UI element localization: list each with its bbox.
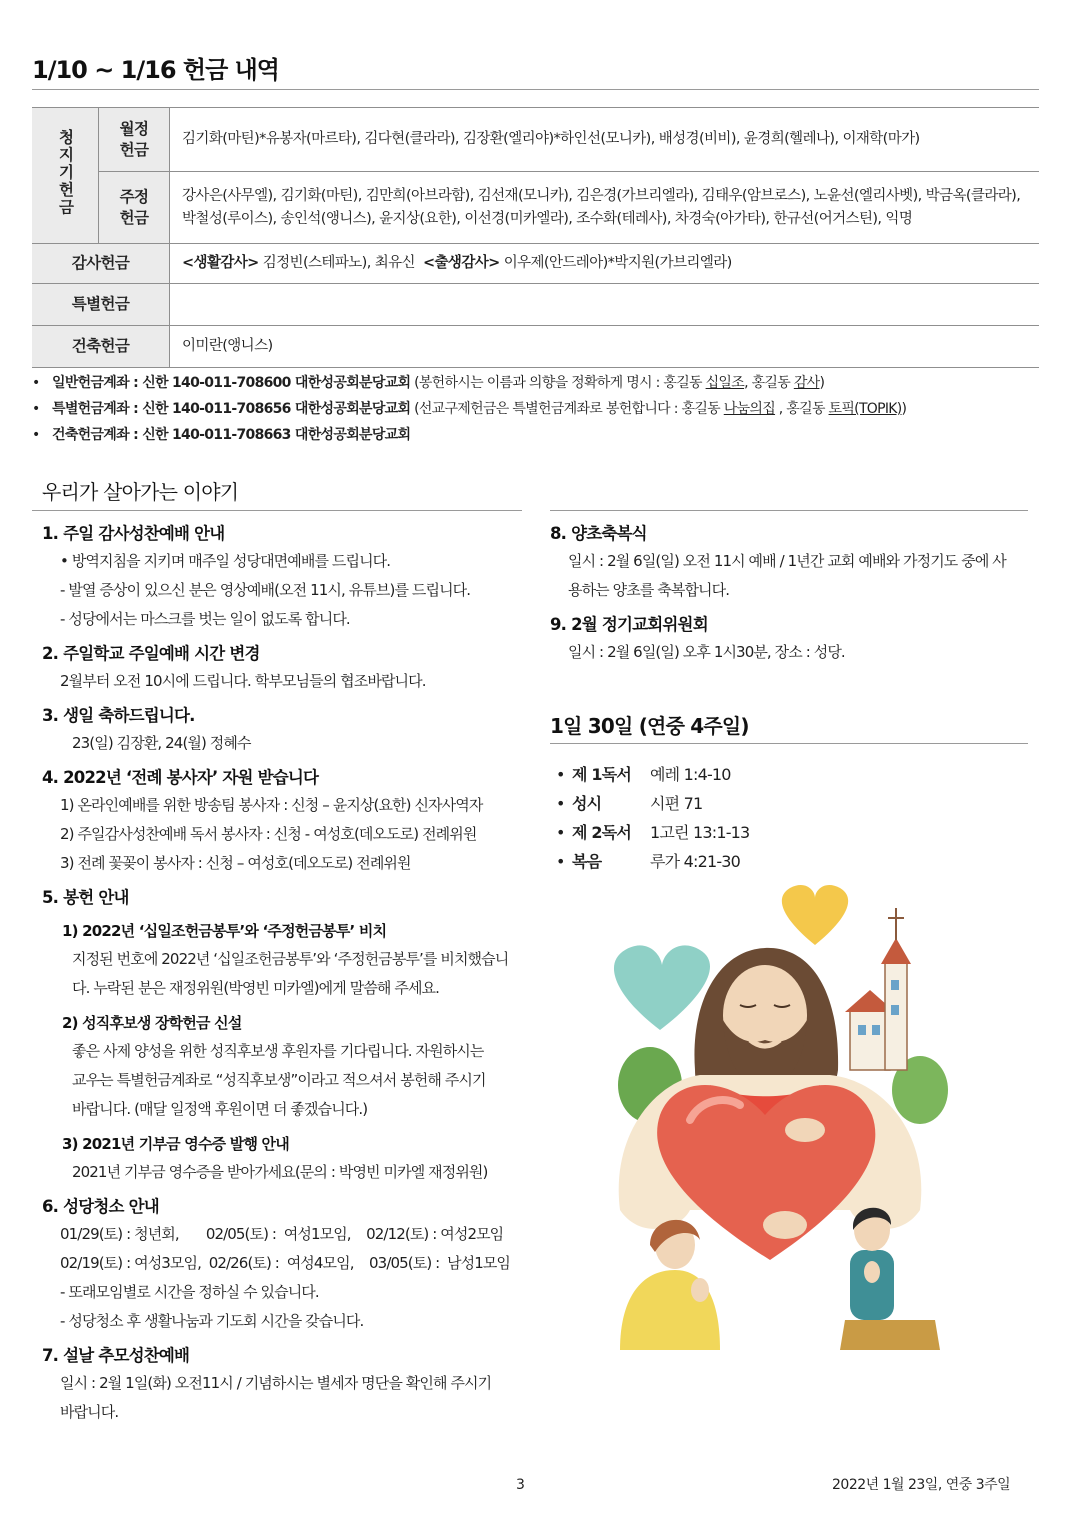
page-title: 1/10 ~ 1/16 헌금 내역 (32, 56, 279, 84)
weekly-label-line1: 주정 (119, 187, 149, 206)
reading-text: 1고린 13:1-13 (650, 823, 750, 842)
thanks-offering-names (170, 244, 1040, 284)
footer-date: 2022년 1월 23일, 연중 3주일 (832, 1477, 1011, 1493)
next-sunday-heading: 1일 30일 (연중 4주일) (550, 714, 749, 738)
news-9-line: 일시 : 2월 6일(일) 오후 1시30분, 장소 : 성당. (568, 643, 845, 661)
building-label: 건축헌금 (32, 326, 170, 368)
praying-man-icon (840, 1208, 940, 1350)
news-5-line: 바랍니다. (매달 일정액 후원이면 더 좋겠습니다.) (72, 1100, 368, 1118)
news-5-line: 다. 누락된 분은 재정위원(박영빈 미카엘)에게 말씀해 주세요. (72, 979, 440, 997)
right-top-divider (550, 510, 1028, 511)
reading-item: • 제 1독서 예레 1:4-10 (556, 760, 749, 789)
reading-label: 제 2독서 (572, 823, 632, 842)
news-5-line: 2021년 기부금 영수증을 받아가세요(문의 : 박영빈 미카엘 재정위원) (72, 1163, 488, 1181)
news-item-4 (42, 764, 527, 878)
news-3-line: 23(일) 김장환, 24(월) 정혜수 (72, 734, 251, 752)
monthly-label-line1: 월정 (119, 119, 149, 138)
story-divider (32, 510, 522, 511)
account-list (32, 370, 906, 448)
news-item-6 (42, 1193, 527, 1336)
general-account-tithe: 십일조 (705, 375, 745, 391)
news-right-column (550, 520, 1035, 673)
general-account-thanks: 감사 (793, 375, 820, 391)
special-account-end: ) (901, 401, 907, 417)
special-account-number: 특별헌금계좌 : 신한 140-011-708656 대한성공회분당교회 (52, 401, 411, 417)
thanks-tag-living: <생활감사> (182, 254, 259, 271)
special-label: 특별헌금 (32, 284, 170, 326)
news-5-line: 교우는 특별헌금계좌로 “성직후보생”이라고 적으셔서 봉헌해 주시기 (72, 1071, 486, 1089)
offering-table (32, 107, 1039, 368)
teal-heart-icon (614, 945, 710, 1030)
news-1-line: - 발열 증상이 있으신 분은 영상예배(오전 11시, 유튜브)를 드립니다. (60, 581, 471, 599)
reading-item: • 성시 시편 71 (556, 789, 749, 818)
news-4-line: 3) 전례 꽃꽂이 봉사자 : 신청 – 여성호(데오도로) 전례위원 (60, 854, 411, 872)
news-6-line: - 성당청소 후 생활나눔과 기도회 시간을 갖습니다. (60, 1312, 364, 1330)
reading-text: 루가 4:21-30 (650, 852, 741, 871)
news-2-title: 2. 주일학교 주일예배 시간 변경 (42, 644, 260, 663)
news-1-line: • 방역지침을 지키며 매주일 성당대면예배를 드립니다. (60, 552, 391, 570)
general-account-mid: , 홍길동 (744, 375, 794, 391)
reading-label: 제 1독서 (572, 765, 632, 784)
news-item-7 (42, 1342, 527, 1427)
monthly-offering-names: 김기화(마틴)*유봉자(마르타), 김다현(클라라), 김장환(엘리야)*하인선(모니카), 배성경(비비), 윤경희(헬레나), 이재학(마가) (170, 108, 1040, 172)
special-offering-names (170, 284, 1040, 326)
news-5-line: 좋은 사제 양성을 위한 성직후보생 후원자를 기다립니다. 자원하시는 (72, 1042, 484, 1060)
news-9-title: 9. 2월 정기교회위원회 (550, 615, 708, 634)
general-account-note: (봉헌하시는 이름과 의향을 정확하게 명시 : 홍길동 (410, 375, 706, 391)
news-8-line: 용하는 양초를 축복합니다. (568, 581, 730, 599)
building-account-number: 건축헌금계좌 : 신한 140-011-708663 대한성공회분당교회 (52, 427, 411, 443)
general-account (32, 370, 906, 396)
news-item-8 (550, 520, 1035, 605)
tithe-label (32, 108, 99, 244)
news-item-1 (42, 520, 527, 634)
news-6-title: 6. 성당청소 안내 (42, 1197, 159, 1216)
reading-text: 예레 1:4-10 (650, 765, 731, 784)
thanks-tag-birth: <출생감사> (422, 254, 500, 271)
news-6-line: 01/29(토) : 청년회, 02/05(토) : 여성1모임, 02/12(토) : 여성2모임 (60, 1225, 504, 1243)
title-divider (32, 89, 1039, 90)
building-offering-names: 이미란(앵니스) (170, 326, 1040, 368)
news-8-title: 8. 양초축복식 (550, 524, 647, 543)
news-7-line: 바랍니다. (60, 1403, 119, 1421)
news-1-title: 1. 주일 감사성찬예배 안내 (42, 524, 225, 543)
readings-list (556, 760, 749, 876)
news-6-line: 02/19(토) : 여성3모임, 02/26(토) : 여성4모임, 03/05(토) : 남성1모임 (60, 1254, 511, 1272)
reading-label: 복음 (572, 852, 602, 871)
special-account-house: 나눔의집 (723, 401, 776, 417)
news-7-title: 7. 설날 추모성찬예배 (42, 1346, 190, 1365)
news-5-line: 지정된 번호에 2022년 ‘십일조헌금봉투’와 ‘주정헌금봉투’를 비치했습니 (72, 950, 509, 968)
news-item-3 (42, 702, 527, 758)
news-left-column (42, 520, 527, 1433)
next-sunday-divider (550, 743, 1028, 744)
special-account-topik: 토픽(TOPIK) (828, 401, 902, 417)
general-account-end: ) (819, 375, 825, 391)
news-5-sub-1: 1) 2022년 ‘십일조헌금봉투’와 ‘주정헌금봉투’ 비치 (62, 922, 387, 940)
thanks-names-living: 김정빈(스테파노), 최유신 (258, 254, 423, 271)
building-account (32, 422, 906, 448)
weekly-offering-names: 강사은(사무엘), 김기화(마틴), 김만희(아브라함), 김선재(모니카), 김은경(가브리엘라), 김태우(암브로스), 노윤선(엘리사벳), 박금옥(클라라), 박철성(루이스), 송인석(앵니스), 윤지상(요한), 이선경(미카엘라), 조수화(테레사), 차경숙(아가타), 한규선(어거스틴), 익명 (170, 172, 1040, 244)
news-5-title: 5. 봉헌 안내 (42, 888, 129, 907)
monthly-label (99, 108, 170, 172)
page-number: 3 (516, 1477, 525, 1493)
news-7-line: 일시 : 2월 1일(화) 오전11시 / 기념하시는 별세자 명단을 확인해 주시기 (60, 1374, 492, 1392)
jesus-hand-left (763, 1211, 807, 1239)
news-2-line: 2월부터 오전 10시에 드립니다. 학부모님들의 협조바랍니다. (60, 672, 426, 690)
story-heading: 우리가 살아가는 이야기 (42, 480, 239, 504)
weekly-label-line2: 헌금 (119, 208, 149, 227)
thanks-label: 감사헌금 (32, 244, 170, 284)
news-5-sub-3: 3) 2021년 기부금 영수증 발행 안내 (62, 1135, 289, 1153)
thanks-names-birth: 이우제(안드레아)*박지원(가브리엘라) (499, 254, 732, 271)
special-account-note: (선교구제헌금은 특별헌금계좌로 봉헌합니다 : 홍길동 (410, 401, 724, 417)
news-1-line: - 성당에서는 마스크를 벗는 일이 없도록 합니다. (60, 610, 350, 628)
yellow-heart-icon (782, 885, 848, 945)
news-item-5 (42, 884, 527, 1187)
reading-label: 성시 (572, 794, 602, 813)
news-3-title: 3. 생일 축하드립니다. (42, 706, 195, 725)
praying-woman-icon (620, 1220, 720, 1350)
church-icon (845, 908, 911, 1070)
special-account-mid: , 홍길동 (775, 401, 829, 417)
special-account (32, 396, 906, 422)
jesus-heart-illustration (600, 880, 1040, 1400)
news-4-title: 4. 2022년 ‘전례 봉사자’ 자원 받습니다 (42, 768, 319, 787)
tithe-label-text: 청지기헌금 (56, 128, 75, 217)
news-4-line: 1) 온라인예배를 위한 방송팀 봉사자 : 신청 – 윤지상(요한) 신자사역자 (60, 796, 483, 814)
reading-item: • 제 2독서 1고린 13:1-13 (556, 818, 749, 847)
jesus-hand-right (785, 1118, 825, 1142)
news-4-line: 2) 주일감사성찬예배 독서 봉사자 : 신청 - 여성호(데오도로) 전례위원 (60, 825, 477, 843)
monthly-label-line2: 헌금 (119, 140, 149, 159)
reading-text: 시편 71 (650, 794, 703, 813)
general-account-number: 일반헌금계좌 : 신한 140-011-708600 대한성공회분당교회 (52, 375, 411, 391)
news-8-line: 일시 : 2월 6일(일) 오전 11시 예배 / 1년간 교회 예배와 가정기도 중에 사 (568, 552, 1006, 570)
news-item-2 (42, 640, 527, 696)
news-5-sub-2: 2) 성직후보생 장학헌금 신설 (62, 1014, 242, 1032)
reading-item: • 복음 루가 4:21-30 (556, 847, 749, 876)
news-item-9 (550, 611, 1035, 667)
news-6-line: - 또래모임별로 시간을 정하실 수 있습니다. (60, 1283, 319, 1301)
weekly-label (99, 172, 170, 244)
